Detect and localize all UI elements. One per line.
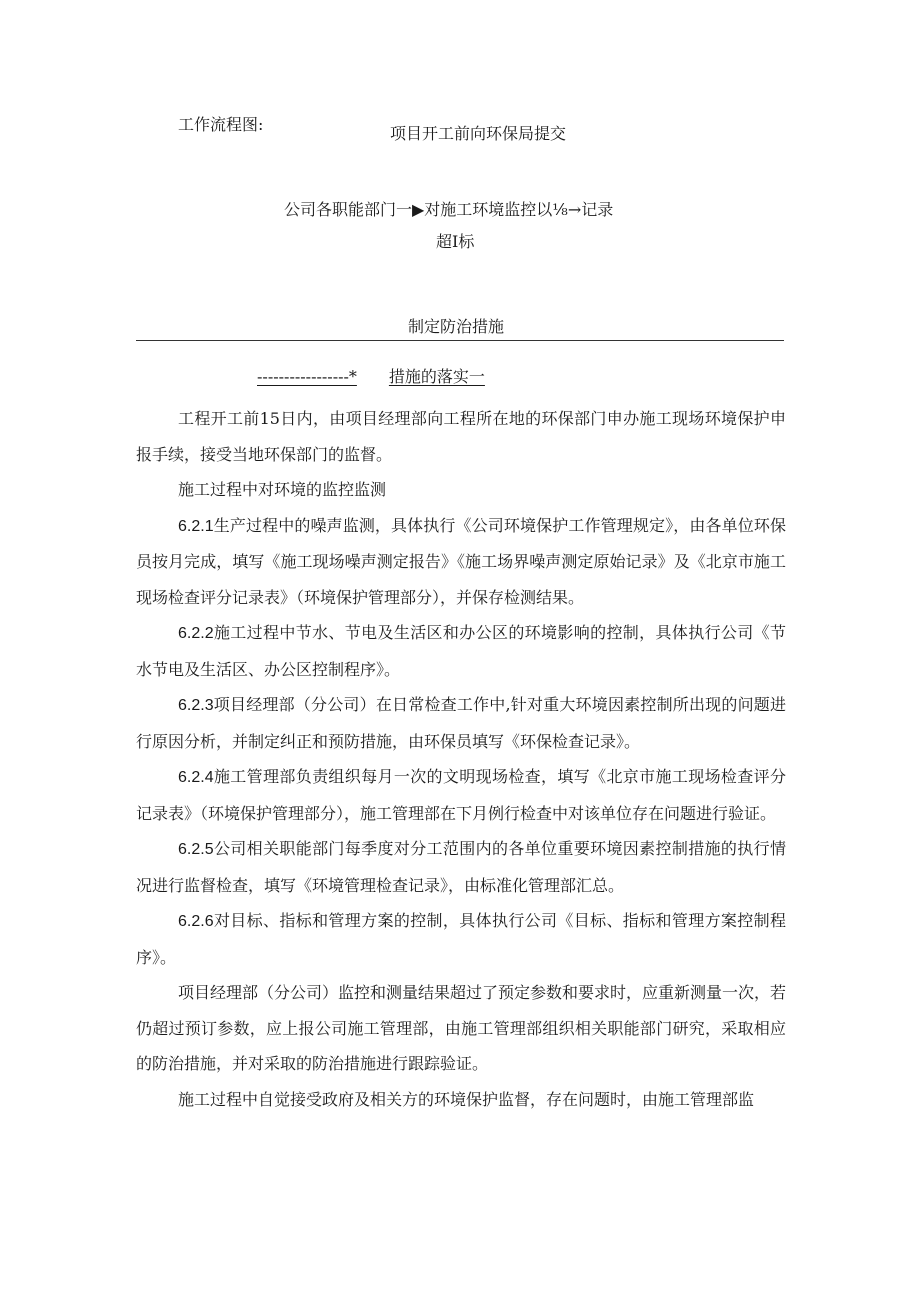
flowchart-step-measures: 制定防治措施 xyxy=(408,317,505,336)
paragraph: 施工过程中自觉接受政府及相关方的环境保护监督，存在问题时，由施工管理部监 xyxy=(178,1089,755,1109)
paragraph: 6.2.6对目标、指标和管理方案的控制，具体执行公司《目标、指标和管理方案控制程序》。 xyxy=(136,911,786,967)
paragraph: 项目经理部（分公司）监控和测量结果超过了预定参数和要求时，应重新测量一次，若仍超过预订参数，应上报公司施工管理部，由施工管理部组织相关职能部门研究，采取相应的防治措施，并对采取的防治措施进行跟踪验证。 xyxy=(136,983,787,1073)
paragraph: 工程开工前15日内，由项目经理部向工程所在地的环保部门申办施工现场环境保护申报手续，接受当地环保部门的监督。 xyxy=(136,409,786,464)
flowchart-step-monitor: 公司各职能部门一▶对施工环境监控以⅛→记录 xyxy=(284,200,614,219)
paragraph: 施工过程中对环境的监控监测 xyxy=(178,480,387,499)
flowchart-step5-arrow: -----------------* xyxy=(257,367,357,386)
flowchart-divider xyxy=(136,340,784,341)
clause-number: 6.2.5 xyxy=(178,841,214,858)
paragraph: 6.2.2施工过程中节水、节电及生活区和办公区的环境影响的控制，具体执行公司《节水节电及生活区、办公区控制程序》。 xyxy=(136,623,786,679)
clause-number: 6.2.1 xyxy=(178,517,214,535)
flowchart-step-implement xyxy=(257,367,485,387)
paragraph: 6.2.4施工管理部负责组织每月一次的文明现场检查，填写《北京市施工现场检查评分记录表》（环境保护管理部分），施工管理部在下月例行检查中对该单位存在问题进行验证。 xyxy=(136,767,786,823)
flowchart-step5-text: 措施的落实一 xyxy=(388,367,485,386)
paragraph: 6.2.5公司相关职能部门每季度对分工范围内的各单位重要环境因素控制措施的执行情况进行监督检查，填写《环境管理检查记录》，由标准化管理部汇总。 xyxy=(136,839,786,895)
flowchart-step-submit: 项目开工前向环保局提交 xyxy=(390,124,567,143)
clause-number: 6.2.4 xyxy=(178,769,214,786)
flowchart-label: 工作流程图: xyxy=(178,115,264,134)
clause-number: 6.2.3 xyxy=(178,697,214,714)
document-body xyxy=(136,401,786,1117)
clause-number: 6.2.6 xyxy=(178,913,214,930)
paragraph: 6.2.1生产过程中的噪声监测，具体执行《公司环境保护工作管理规定》，由各单位环保员按月完成，填写《施工现场噪声测定报告》《施工场界噪声测定原始记录》及《北京市施工现场检查评分记录表》（环境保护管理部分），并保存检测结果。 xyxy=(136,515,786,607)
clause-number: 6.2.2 xyxy=(178,625,214,642)
paragraph: 6.2.3项目经理部（分公司）在日常检查工作中,针对重大环境因素控制所出现的问题进行原因分析，并制定纠正和预防措施，由环保员填写《环保检查记录》。 xyxy=(136,695,786,751)
flowchart-step-exceed: 超Ⅰ标 xyxy=(436,232,475,251)
